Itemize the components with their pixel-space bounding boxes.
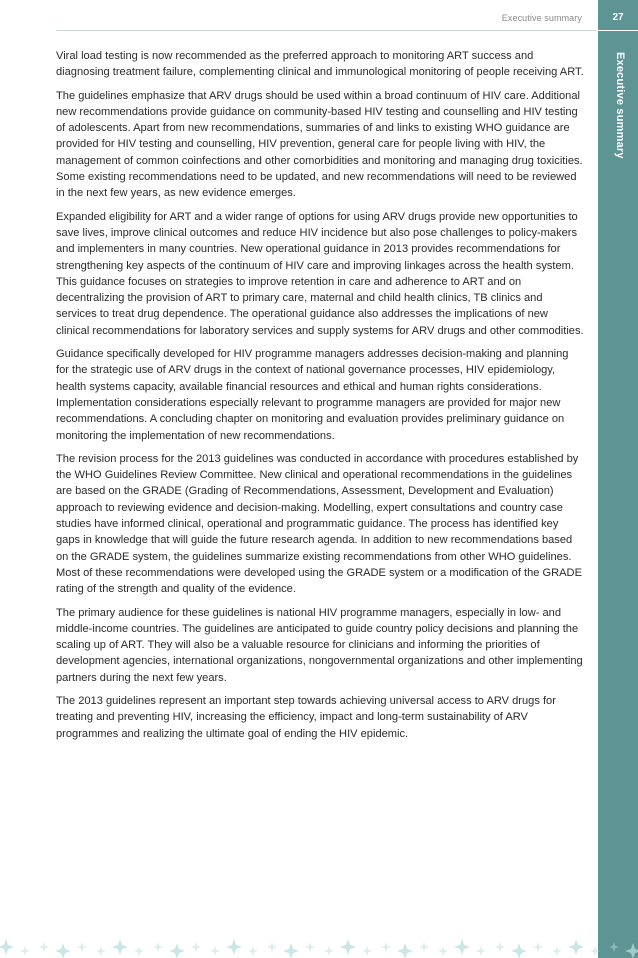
star-icon <box>625 943 638 958</box>
section-side-tab <box>598 0 638 958</box>
star-icon <box>511 943 527 958</box>
star-icon <box>533 942 543 952</box>
star-icon <box>324 946 334 956</box>
star-icon <box>248 946 258 956</box>
star-icon <box>267 942 277 952</box>
paragraph: Viral load testing is now recommended as the preferred approach to monitoring ART success and diagnosing treatment failure, complementing clinical and immunological monitoring of people receiving ART. <box>56 50 584 79</box>
star-icon <box>96 946 106 956</box>
star-icon <box>419 942 429 952</box>
star-icon <box>77 942 87 952</box>
star-icon <box>0 939 14 955</box>
star-icon <box>112 939 128 955</box>
paragraph: The 2013 guidelines represent an important step towards achieving universal access to ARV drugs for treating and preventing HIV, increasing the efficiency, impact and long-term sustainability of ARV programmes and realizing the ultimate goal of ending the HIV epidemic. <box>56 694 556 740</box>
star-icon <box>397 943 413 958</box>
star-icon <box>438 946 448 956</box>
body-text <box>56 48 584 749</box>
star-icon <box>226 939 242 955</box>
paragraph: Guidance specifically developed for HIV programme managers addresses decision-making and planning for the strategic use of ARV drugs in the context of national governance processes, HIV epidemiology, health systems capacity, available financial resources and ethical and human rights considerations. Implementation considerations especially relevant to programme managers are provided for major new recommendations. A concluding chapter on monitoring and evaluation provides preliminary guidance on monitoring the implementation of new recommendations. <box>56 348 569 442</box>
star-icon <box>454 939 470 955</box>
star-icon <box>210 946 220 956</box>
star-icon <box>153 942 163 952</box>
header-rule <box>56 30 596 31</box>
star-icon <box>590 946 600 956</box>
star-icon <box>609 942 619 952</box>
star-icon <box>134 946 144 956</box>
side-tab-rule <box>598 30 638 31</box>
star-icon <box>495 942 505 952</box>
star-icon <box>169 943 185 958</box>
star-icon <box>55 943 71 958</box>
paragraph: The revision process for the 2013 guidelines was conducted in accordance with procedures established by the WHO Guidelines Review Committee. New clinical and operational recommendations in the guidelines are based on the GRADE (Grading of Recommendations, Assessment, Development and Evaluation) approach to reviewing evidence and decision-making. Modelling, expert consultations and country case studies have informed clinical, operational and programmatic guidance. The process has identified key gaps in knowledge that will guide the future research agenda. In addition to new recommendations based on the GRADE system, the guidelines summarize existing recommendations from other WHO guidelines. Most of these recommendations were developed using the GRADE system or a modification of the GRADE rating of the strength and quality of the evidence. <box>56 452 582 596</box>
star-icon <box>362 946 372 956</box>
star-icon <box>381 942 391 952</box>
star-icon <box>552 946 562 956</box>
paragraph: The primary audience for these guidelines is national HIV programme managers, especially in low- and middle-income countries. The guidelines are anticipated to guide country policy decisions and planning the scaling up of ART. They will also be a valuable resource for clinicians and informing the priorities of development agencies, international organizations, nongovernmental organizations and other implementing partners during the next few years. <box>56 606 583 684</box>
star-icon <box>340 939 356 955</box>
star-icon <box>20 946 30 956</box>
star-icon <box>476 946 486 956</box>
running-header-title: Executive summary <box>501 13 582 23</box>
star-icon <box>305 942 315 952</box>
star-icon <box>283 943 299 958</box>
star-icon <box>568 939 584 955</box>
page-number: 27 <box>612 12 624 23</box>
paragraph: The guidelines emphasize that ARV drugs should be used within a broad continuum of HIV care. Additional new recommendations provide guidance on community-based HIV testing and counselling and HIV testing of adolescents. Apart from new recommendations, summaries of and links to existing WHO guidance are provided for HIV testing and counselling, HIV prevention, general care for people living with HIV, the management of common coinfections and other comorbidities and monitoring and managing drug toxicities. Some existing recommendations need to be updated, and new recommendations will need to be reviewed in the next few years, as new evidence emerges. <box>56 89 583 200</box>
footer-decoration <box>0 934 638 958</box>
star-icon <box>191 942 201 952</box>
star-icon <box>39 942 49 952</box>
paragraph: Expanded eligibility for ART and a wider range of options for using ARV drugs provide new opportunities to save lives, improve clinical outcomes and reduce HIV incidence but also pose challenges to policy-makers and implementers in many countries. New operational guidance in 2013 provides recommendations for strengthening key aspects of the continuum of HIV care and improving linkages across the health system. This guidance focuses on strategies to improve retention in care and adherence to ART and on decentralizing the provision of ART to primary care, maternal and child health clinics, TB clinics and services to treat drug dependence. The operational guidance also addresses the implications of new clinical recommendations for laboratory services and supply systems for ARV drugs and other commodities. <box>56 210 584 337</box>
star-pattern-icon <box>0 934 638 958</box>
side-tab-label: Executive summary <box>614 52 626 159</box>
